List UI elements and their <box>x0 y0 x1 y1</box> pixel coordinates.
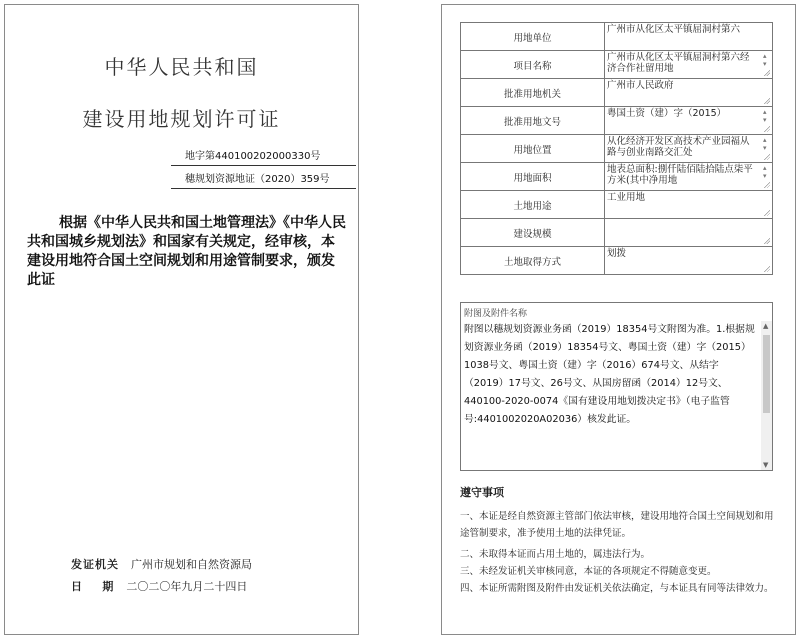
table-row <box>461 191 773 219</box>
certificate-number <box>185 147 320 162</box>
field-label: 批准用地文号 <box>461 107 605 135</box>
issuer-label: 发证机关 <box>71 558 119 571</box>
country-title: 中华人民共和国 <box>104 55 259 79</box>
certificate-cover-page <box>4 4 359 635</box>
notes-heading: 遵守事项 <box>460 486 504 499</box>
resize-grip-icon[interactable] <box>763 265 770 272</box>
resize-grip-icon[interactable] <box>763 237 770 244</box>
construction-scale-field[interactable] <box>605 219 773 247</box>
resize-grip-icon[interactable] <box>763 97 770 104</box>
table-row <box>461 163 773 191</box>
resize-grip-icon[interactable] <box>763 125 770 132</box>
field-label: 用地面积 <box>461 163 605 191</box>
resize-grip-icon[interactable] <box>763 181 770 188</box>
attachments-box <box>460 302 773 471</box>
resize-grip-icon[interactable] <box>763 69 770 76</box>
certificate-title: 建设用地规划许可证 <box>82 107 281 131</box>
attachments-scrollbar[interactable] <box>761 321 772 470</box>
field-label: 批准用地机关 <box>461 79 605 107</box>
table-row <box>461 135 773 163</box>
issuer-value: 广州市规划和自然资源局 <box>131 558 252 571</box>
number-underline <box>171 165 356 166</box>
field-label: 土地用途 <box>461 191 605 219</box>
field-label: 建设规模 <box>461 219 605 247</box>
date-label: 日 期 <box>71 580 115 593</box>
land-area-field[interactable]: 地表总面积:捌仟陆佰陆拾陆点柒平方米(其中净用地 ▴ ▾ <box>605 163 773 191</box>
resize-grip-icon[interactable] <box>763 153 770 160</box>
resize-grip-icon[interactable] <box>763 209 770 216</box>
note-item: 二、未取得本证而占用土地的，属违法行为。 <box>460 549 651 560</box>
approval-doc-number-field[interactable]: 粤国土资（建）字（2015） ▴ ▾ <box>605 107 773 135</box>
table-row <box>461 51 773 79</box>
attachments-textarea[interactable]: 附图以穗规划资源业务函（2019）18354号文附图为准。1.根据规划资源业务函（2019）18354号文、粤国土资（建）字（2015）1038号文、粤国土资（建）字（2016）674号文、从结字（2019）17号文、26号文、从国房留函（2014）12号文、440100-2020-0074《国有建设用地划拨决定书》（电子监管号:4401002020A02036）核发此证。 <box>464 324 755 425</box>
field-label: 用地单位 <box>461 23 605 51</box>
land-location-field[interactable]: 从化经济开发区高技术产业园福从路与创业南路交汇处 ▴ ▾ <box>605 135 773 163</box>
land-info-table <box>460 22 773 275</box>
document-number <box>185 170 330 185</box>
table-row <box>461 107 773 135</box>
field-label: 项目名称 <box>461 51 605 79</box>
issuer-row <box>71 556 252 572</box>
land-acquisition-method-field[interactable]: 划拨 <box>605 247 773 275</box>
number-underline <box>171 188 356 189</box>
note-item: 一、本证是经自然资源主管部门依法审核，建设用地符合国土空间规划和用途管制要求，准予使用土地的法律凭证。 <box>460 511 774 539</box>
date-value: 二〇二〇年九月二十四日 <box>126 580 248 593</box>
scrollbar-thumb[interactable] <box>763 335 770 413</box>
table-row <box>461 79 773 107</box>
scroll-down-icon[interactable]: ▼ <box>763 461 769 469</box>
legal-declaration: 根据《中华人民共和国土地管理法》《中华人民共和国城乡规划法》和国家有关规定，经审核，本建设用地符合国土空间规划和用途管制要求，颁发此证 <box>27 215 346 288</box>
note-item: 四、本证所需附图及附件由发证机关依法确定，与本证具有同等法律效力。 <box>460 583 774 594</box>
scroll-up-icon[interactable]: ▲ <box>763 322 769 330</box>
table-row <box>461 247 773 275</box>
attachments-title: 附图及附件名称 <box>464 309 528 319</box>
certificate-number-text: 地字第440100202000330号 <box>185 151 321 162</box>
field-label: 用地位置 <box>461 135 605 163</box>
document-number-text: 穗规划资源地证（2020）359号 <box>185 174 330 185</box>
land-use-field[interactable]: 工业用地 <box>605 191 773 219</box>
date-row <box>71 578 247 594</box>
approval-authority-field[interactable]: 广州市人民政府 <box>605 79 773 107</box>
table-row <box>461 219 773 247</box>
project-name-field[interactable]: 广州市从化区太平镇屈洞村第六经济合作社留用地 ▴ ▾ <box>605 51 773 79</box>
note-item: 三、未经发证机关审核同意，本证的各项规定不得随意变更。 <box>460 566 717 577</box>
land-user-field[interactable]: 广州市从化区太平镇屈洞村第六 <box>605 23 773 51</box>
field-label: 土地取得方式 <box>461 247 605 275</box>
table-row <box>461 23 773 51</box>
certificate-detail-page <box>441 4 796 635</box>
